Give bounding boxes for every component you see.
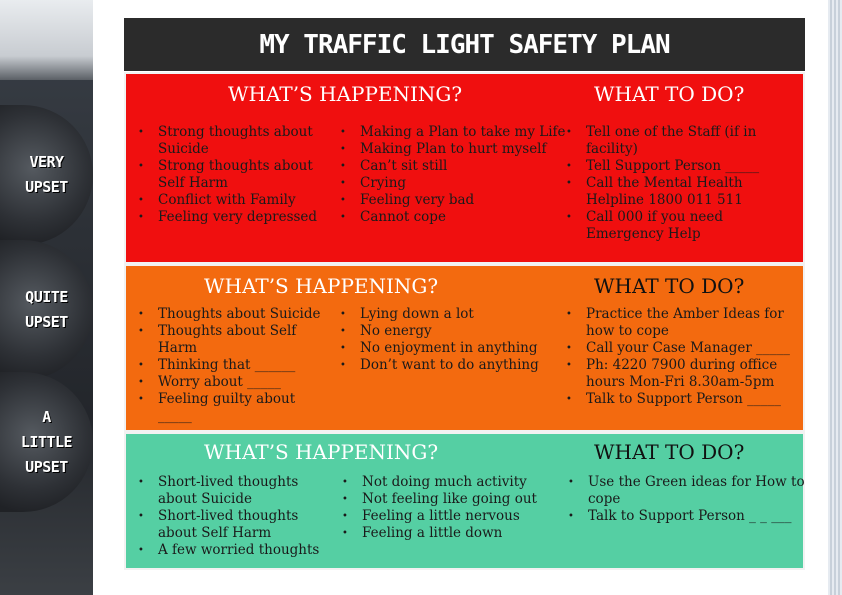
list-item: • Worry about _____: [130, 374, 330, 391]
list-item: • Feeling a little down: [334, 525, 572, 542]
list-item: • Making Plan to hurt myself: [332, 141, 570, 158]
list-item: • Call the Mental Health Helpline 1800 011 511: [558, 175, 794, 209]
list-item: • Lying down a lot: [332, 306, 570, 323]
green-light-label-line1: A: [42, 407, 51, 426]
amber-light-label-line2: UPSET: [25, 313, 68, 331]
list-item: • Use the Green ideas for How to cope: [560, 474, 805, 508]
amber-light-label-line1: QUITE: [25, 288, 68, 306]
list-item: • Short-lived thoughts about Self Harm: [130, 508, 330, 542]
list-item: • Call your Case Manager _____: [558, 340, 798, 357]
green-light-label-line3: UPSET: [25, 457, 68, 476]
list-item: • No enjoyment in anything: [332, 340, 570, 357]
list-item: • Feeling very bad: [332, 192, 570, 209]
traffic-light-photo: [0, 0, 93, 595]
list-item: • Call 000 if you need Emergency Help: [558, 209, 794, 243]
list-item: • Ph: 4220 7900 during office hours Mon-Fri 8.30am-5pm: [558, 357, 798, 391]
amber-actions-list: [558, 306, 798, 408]
list-item: • A few worried thoughts: [130, 542, 330, 559]
red-zone-panel: [124, 72, 805, 264]
amber-todo-heading: WHAT TO DO?: [594, 274, 745, 298]
red-light-label-line2: UPSET: [25, 178, 68, 196]
green-actions-list: [560, 474, 805, 525]
red-behaviours-list: [332, 124, 570, 226]
list-item: • No energy: [332, 323, 570, 340]
red-light: [0, 105, 93, 245]
list-item: • Tell one of the Staff (if in facility): [558, 124, 794, 158]
red-happening-heading: WHAT’S HAPPENING?: [228, 82, 463, 106]
page-title: MY TRAFFIC LIGHT SAFETY PLAN: [124, 18, 805, 71]
list-item: • Talk to Support Person _____: [558, 391, 798, 408]
list-item: • Strong thoughts about Self Harm: [130, 158, 330, 192]
list-item: • Feeling a little nervous: [334, 508, 572, 525]
list-item: • Don’t want to do anything: [332, 357, 570, 374]
amber-zone-panel: [124, 264, 805, 432]
list-item: • Practice the Amber Ideas for how to cope: [558, 306, 798, 340]
list-item: • Strong thoughts about Suicide: [130, 124, 330, 158]
red-thoughts-list: [130, 124, 330, 226]
red-todo-heading: WHAT TO DO?: [594, 82, 745, 106]
list-item: • Thoughts about Self Harm: [130, 323, 330, 357]
list-item: • Feeling very depressed: [130, 209, 330, 226]
list-item: • Making a Plan to take my Life: [332, 124, 570, 141]
green-happening-heading: WHAT’S HAPPENING?: [204, 440, 439, 464]
list-item: • Crying: [332, 175, 570, 192]
green-zone-panel: [124, 432, 805, 570]
green-behaviours-list: [334, 474, 572, 542]
list-item: • Not doing much activity: [334, 474, 572, 491]
red-actions-list: [558, 124, 794, 243]
amber-thoughts-list: [130, 306, 330, 425]
list-item: • Short-lived thoughts about Suicide: [130, 474, 330, 508]
list-item: • Conflict with Family: [130, 192, 330, 209]
green-light: [0, 372, 93, 512]
list-item: • Cannot cope: [332, 209, 570, 226]
amber-behaviours-list: [332, 306, 570, 374]
amber-happening-heading: WHAT’S HAPPENING?: [204, 274, 439, 298]
list-item: • Tell Support Person _____: [558, 158, 794, 175]
green-thoughts-list: [130, 474, 330, 559]
list-item: • Talk to Support Person _ _ ___: [560, 508, 805, 525]
amber-light: [0, 240, 93, 380]
list-item: • Feeling guilty about _____: [130, 391, 330, 425]
list-item: • Thoughts about Suicide: [130, 306, 330, 323]
list-item: • Thinking that ______: [130, 357, 330, 374]
green-todo-heading: WHAT TO DO?: [594, 440, 745, 464]
list-item: • Not feeling like going out: [334, 491, 572, 508]
page-edge-decoration: [828, 0, 842, 595]
green-light-label-line2: LITTLE: [20, 432, 73, 451]
red-light-label-line1: VERY: [29, 153, 64, 171]
list-item: • Can’t sit still: [332, 158, 570, 175]
